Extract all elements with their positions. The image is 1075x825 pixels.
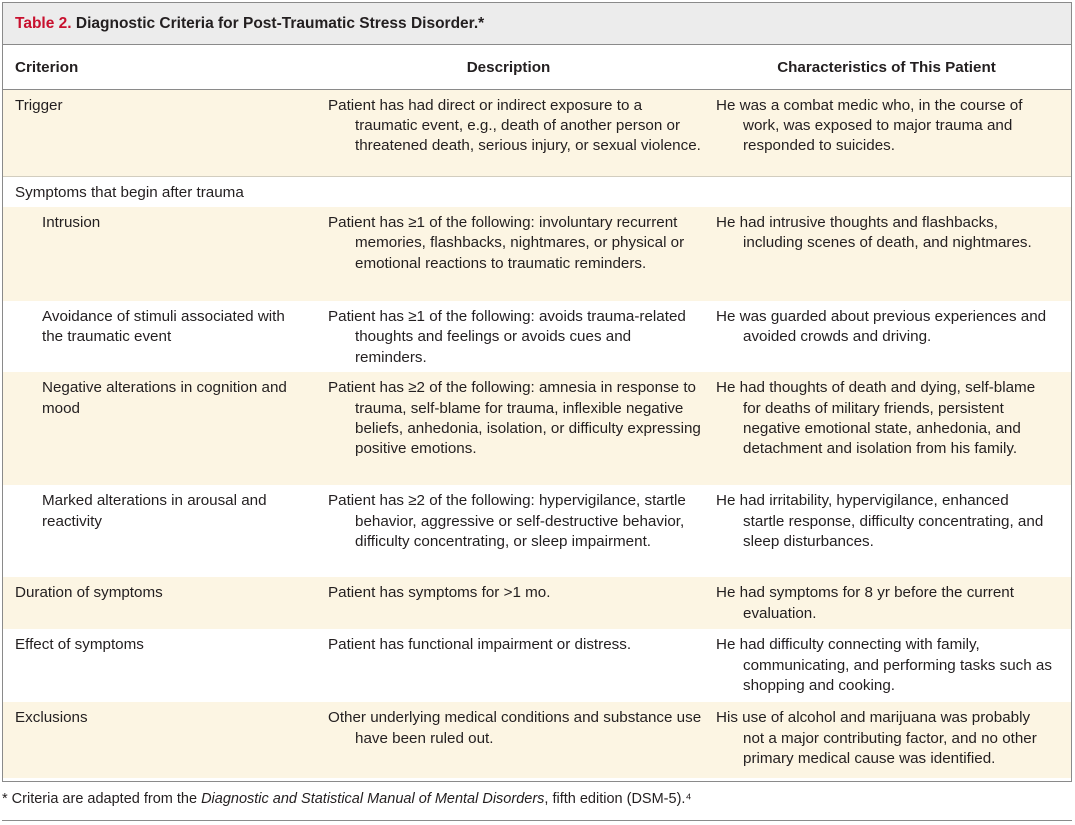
header-criterion: Criterion	[3, 45, 315, 89]
description-cell: Other underlying medical conditions and substance use have been ruled out.	[328, 709, 702, 747]
description-cell: Patient has ≥2 of the following: hypervigilance, startle behavior, aggressive or self-destructive behavior, difficulty concentrating, or sleep impairment.	[328, 492, 686, 551]
header-description: Description	[315, 45, 702, 89]
description-cell: Patient has ≥2 of the following: amnesia in response to trauma, self-blame for trauma, inflexible negative beliefs, anhedonia, isolation, or difficulty expressing positive emotions.	[328, 379, 701, 458]
criterion-cell: Trigger	[15, 96, 63, 114]
criterion-cell: Avoidance of stimuli associated with the traumatic event	[42, 308, 285, 346]
footnote-text: * Criteria are adapted from the	[2, 791, 202, 807]
criterion-cell: Duration of symptoms	[15, 584, 163, 602]
footnote-edition: , fifth edition (DSM-5).⁴	[544, 791, 692, 807]
patient-cell: He had difficulty connecting with family, communicating, and performing tasks such as shopping and cooking.	[716, 636, 1052, 695]
table-row	[3, 577, 1071, 629]
table-row	[3, 176, 1071, 207]
criterion-cell: Negative alterations in cognition and mood	[42, 379, 287, 417]
table-row	[3, 89, 1071, 176]
footnote-manual-title: Diagnostic and Statistical Manual of Mental Disorders	[201, 791, 545, 807]
patient-cell: He was a combat medic who, in the course of work, was exposed to major trauma and responded to suicides.	[716, 96, 1023, 155]
patient-cell: He was guarded about previous experiences and avoided crowds and driving.	[716, 308, 1047, 346]
table-row	[3, 301, 1071, 372]
patient-cell: He had symptoms for 8 yr before the current evaluation.	[716, 584, 1014, 622]
table-row	[3, 702, 1071, 778]
table-footnote	[2, 791, 1072, 807]
header-patient: Characteristics of This Patient	[702, 45, 1071, 89]
patient-cell: He had intrusive thoughts and flashbacks, including scenes of death, and nightmares.	[716, 214, 1032, 252]
criterion-cell: Exclusions	[15, 709, 88, 727]
criterion-cell: Intrusion	[42, 214, 101, 231]
table-row	[3, 485, 1071, 577]
criterion-cell: Effect of symptoms	[15, 636, 144, 654]
description-cell: Patient has symptoms for >1 mo.	[328, 584, 551, 602]
header-row	[3, 45, 1071, 89]
table-label: Table 2.	[15, 15, 72, 32]
table-frame	[2, 2, 1072, 782]
table-caption	[3, 3, 1071, 45]
description-cell: Patient has functional impairment or distress.	[328, 636, 632, 654]
bottom-rule	[2, 820, 1072, 821]
table-row	[3, 629, 1071, 702]
table-row	[3, 372, 1071, 485]
patient-cell: He had thoughts of death and dying, self-blame for deaths of military friends, persistent negative emotional state, anhedonia, and detachment and isolation from his family.	[716, 379, 1036, 458]
criteria-grid	[3, 45, 1071, 778]
table-row	[3, 207, 1071, 301]
description-cell: Patient has ≥1 of the following: avoids trauma-related thoughts and feelings or avoids cues and reminders.	[328, 308, 686, 366]
criterion-cell: Marked alterations in arousal and reactivity	[42, 492, 267, 530]
description-cell: Patient has ≥1 of the following: involuntary recurrent memories, flashbacks, nightmares, or physical or emotional reactions to traumatic reminders.	[328, 214, 685, 272]
table-title: Diagnostic Criteria for Post-Traumatic Stress Disorder.*	[75, 15, 485, 32]
patient-cell: He had irritability, hypervigilance, enhanced startle response, difficulty concentrating, and sleep disturbances.	[716, 492, 1044, 551]
patient-cell: His use of alcohol and marijuana was probably not a major contributing factor, and no other primary medical cause was identified.	[716, 709, 1037, 768]
criterion-cell: Symptoms that begin after trauma	[15, 183, 244, 201]
description-cell: Patient has had direct or indirect exposure to a traumatic event, e.g., death of another person or threatened death, serious injury, or sexual violence.	[328, 96, 701, 155]
